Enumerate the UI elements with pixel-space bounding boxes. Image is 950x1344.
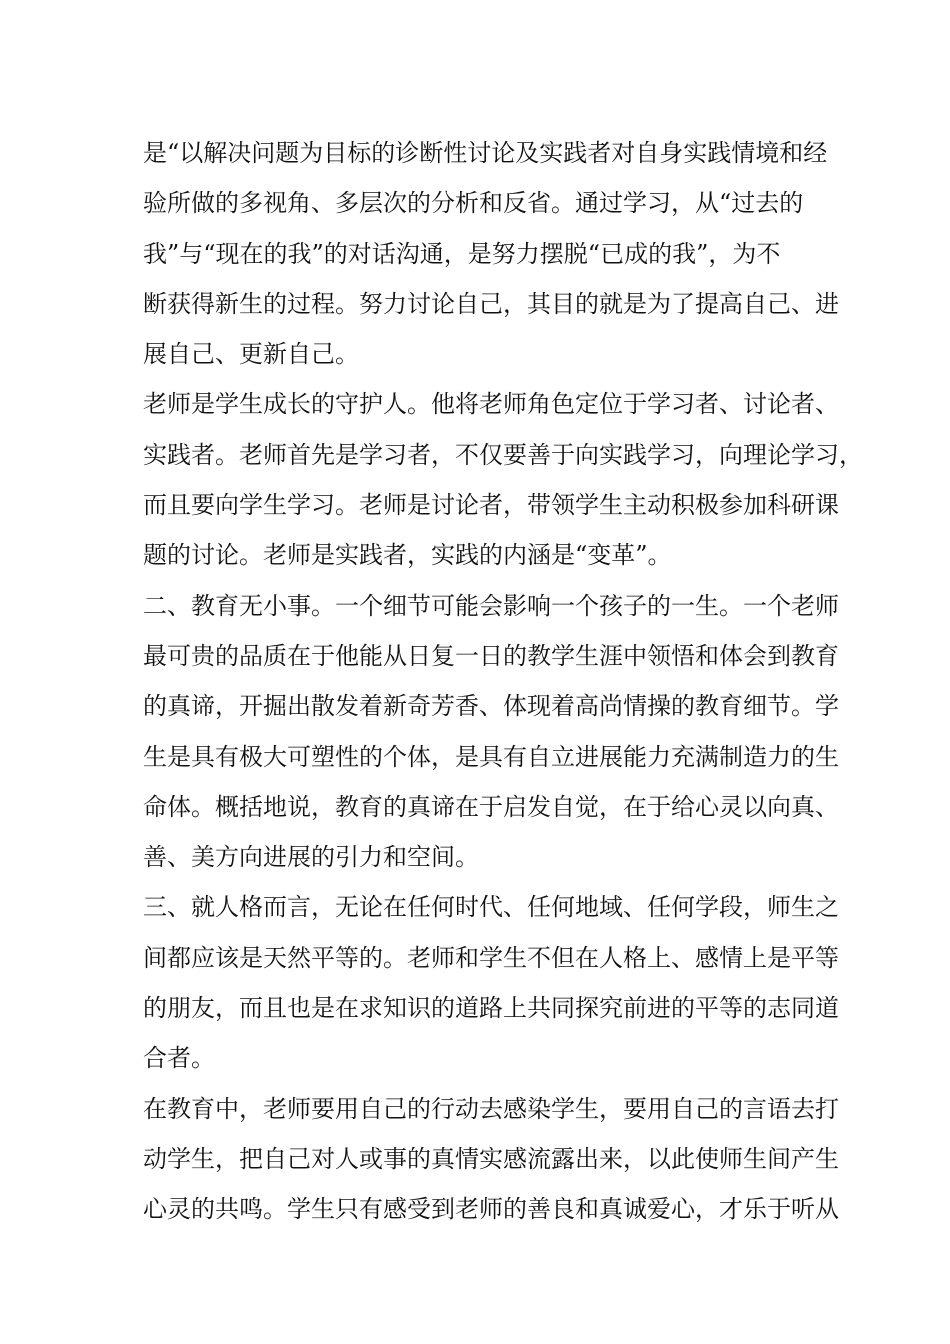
- text-line: 而且要向学生学习。老师是讨论者，带领学生主动积极参加科研课: [143, 491, 839, 520]
- text-line: 命体。概括地说，教育的真谛在于启发自觉，在于给心灵以向真、: [143, 792, 839, 821]
- text-line: 善、美方向进展的引力和空间。: [143, 843, 479, 872]
- text-line: 是“以解决问题为目标的诊断性讨论及实践者对自身实践情境和经: [143, 139, 828, 167]
- text-line: 合者。: [143, 1044, 215, 1073]
- text-line: 心灵的共鸣。学生只有感受到老师的善良和真诚爱心，才乐于听从: [143, 1195, 839, 1224]
- text-line: 实践者。老师首先是学习者，不仅要善于向实践学习，向理论学习，: [143, 440, 863, 469]
- text-line: 最可贵的品质在于他能从日复一日的教学生涯中领悟和体会到教育: [143, 641, 839, 670]
- text-line: 断获得新生的过程。努力讨论自己，其目的就是为了提高自己、进: [143, 289, 839, 318]
- text-line: 动学生，把自己对人或事的真情实感流露出来，以此使师生间产生: [143, 1144, 839, 1173]
- text-line: 的真谛，开掘出散发着新奇芳香、体现着高尚情操的教育细节。学: [143, 692, 839, 721]
- text-line: 生是具有极大可塑性的个体，是具有自立进展能力充满制造力的生: [143, 742, 839, 771]
- text-line: 老师是学生成长的守护人。他将老师角色定位于学习者、讨论者、: [143, 390, 839, 419]
- text-line: 二、教育无小事。一个细节可能会影响一个孩子的一生。一个老师: [143, 591, 839, 620]
- text-line: 我”与“现在的我”的对话沟通，是努力摆脱“已成的我”，为不: [143, 239, 781, 268]
- text-line: 验所做的多视角、多层次的分析和反省。通过学习，从“过去的: [143, 189, 804, 218]
- text-line: 展自己、更新自己。: [143, 340, 359, 369]
- text-line: 题的讨论。老师是实践者，实践的内涵是“变革”。: [143, 541, 672, 570]
- text-line: 在教育中，老师要用自己的行动去感染学生，要用自己的言语去打: [143, 1094, 839, 1123]
- body-text: [143, 128, 863, 1235]
- text-line: 间都应该是天然平等的。老师和学生不但在人格上、感情上是平等: [143, 943, 839, 972]
- text-line: 三、就人格而言，无论在任何时代、任何地域、任何学段，师生之: [143, 893, 839, 922]
- text-line: 的朋友，而且也是在求知识的道路上共同探究前进的平等的志同道: [143, 994, 839, 1023]
